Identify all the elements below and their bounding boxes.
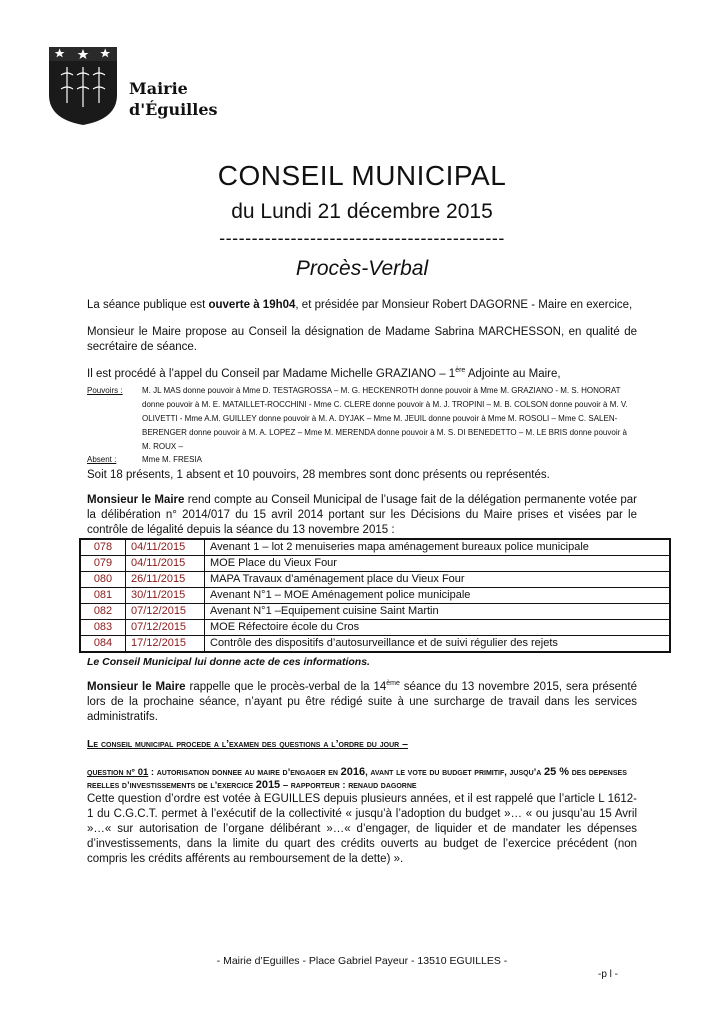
minutes-note: Monsieur le Maire rappelle que le procès-verbal de la 14ème séance du 13 novembre 2015, sera présenté lors de la prochaine séance, n’ayant pu être rédigé suite à une surcharge de travail dans les services administratifs. <box>87 680 638 723</box>
decision-number: 079 <box>80 556 126 572</box>
absent-label: Absent : <box>87 455 117 464</box>
decision-number: 081 <box>80 588 126 604</box>
table-row <box>80 636 670 653</box>
table-row <box>80 556 670 572</box>
table-row <box>80 572 670 588</box>
decision-date: 17/12/2015 <box>126 636 205 653</box>
absent-list <box>87 454 637 466</box>
decision-date: 30/11/2015 <box>126 588 205 604</box>
acknowledgement-note: Le Conseil Municipal lui donne acte de ces informations. <box>87 656 370 668</box>
decision-description: Avenant N°1 – MOE Aménagement police municipale <box>205 588 671 604</box>
decision-number: 078 <box>80 539 126 556</box>
decision-number: 083 <box>80 620 126 636</box>
town-logo <box>47 45 232 127</box>
decision-number: 080 <box>80 572 126 588</box>
decision-description: Avenant 1 – lot 2 menuiseries mapa aménagement bureaux police municipale <box>205 539 671 556</box>
page-number: -p l - <box>598 969 618 980</box>
table-row <box>80 539 670 556</box>
agenda-heading: Le conseil municipal procede a l’examen des questions a l’ordre du jour – <box>87 738 408 750</box>
proxies-list <box>87 384 637 454</box>
decision-description: Avenant N°1 –Equipement cuisine Saint Martin <box>205 604 671 620</box>
decision-number: 084 <box>80 636 126 653</box>
roll-call-paragraph: Il est procédé à l’appel du Conseil par Madame Michelle GRAZIANO – 1ère Adjointe au Maire, <box>87 367 561 380</box>
attendance-summary: Soit 18 présents, 1 absent et 10 pouvoirs, 28 membres sont donc présents ou représentés. <box>87 469 550 481</box>
town-name <box>129 78 218 120</box>
document-subtitle: Procès-Verbal <box>295 257 429 280</box>
decision-date: 04/11/2015 <box>126 556 205 572</box>
decision-date: 04/11/2015 <box>126 539 205 556</box>
question-1-body: Cette question d’ordre est votée à EGUILLES depuis plusieurs années, et il est rappelé que l’article L 1612-1 du C.G.C.T. permet à l’exécutif de la collectivité « jusqu’à l’adoption du budget »… « ou jusqu’au 15 Avril »…« sur autorisation de l’organe délibérant »…« d’engager, de liquider et de mandater les dépenses d’investissements, dans la limite du quart des crédits ouverts au budget de l’exercice précédent (non compris les crédits afférents au remboursement de la dette) ». <box>87 793 637 865</box>
decision-description: MOE Réfectoire école du Cros <box>205 620 671 636</box>
proxies-label: Pouvoirs : <box>87 386 123 395</box>
decision-date: 07/12/2015 <box>126 620 205 636</box>
session-date: du Lundi 21 décembre 2015 <box>231 200 493 223</box>
decision-number: 082 <box>80 604 126 620</box>
decision-description: Contrôle des dispositifs d’autosurveillance et de suivi régulier des rejets <box>205 636 671 653</box>
page-footer: - Mairie d’Eguilles - Place Gabriel Payeur - 13510 EGUILLES - <box>216 955 508 967</box>
logo-line-1: Mairie <box>129 79 188 98</box>
decision-description: MAPA Travaux d’aménagement place du Vieux Four <box>205 572 671 588</box>
delegation-paragraph: Monsieur le Maire rend compte au Conseil Municipal de l’usage fait de la délégation permanente votée par la délibération n° 2014/017 du 15 avril 2014 portant sur les Décisions du Maire prises et visées par le contrôle de légalité depuis la séance du 13 novembre 2015 : <box>87 494 638 536</box>
decision-description: MOE Place du Vieux Four <box>205 556 671 572</box>
coat-of-arms-icon <box>47 45 119 127</box>
page-title: CONSEIL MUNICIPAL <box>217 160 507 191</box>
absent-text: Mme M. FRESIA <box>142 455 203 464</box>
question-1-title: question n° 01 : autorisation donnee au maire d’engager en 2016, avant le vote du budget primitif, jusqu’a 25 % des depenses reelles d’investissements de l’exercice 2015 – rapporteur : renaud dagorne <box>87 766 627 791</box>
logo-line-2: d'Éguilles <box>129 100 218 119</box>
title-separator: -------------------------------------------- <box>219 228 505 248</box>
proxies-text: M. JL MAS donne pouvoir à Mme D. TESTAGROSSA – M. G. HECKENROTH donne pouvoir à Mme M. GRAZIANO - M. S. HONORAT donne pouvoir à M. E. MATAILLET-ROCCHINI - Mme C. CLERE donne pouvoir à M. J. TROPINI – M. B. COLSON donne pouvoir à M. V. OLIVETTI - Mme A.M. GUILLEY donne pouvoir à M. A. DYJAK – Mme M. JEUIL donne pouvoir à Mme M. ROSOLI – Mme C. SALEN-BERENGER donne pouvoir à M. A. LOPEZ – Mme M. MERENDA donne pouvoir à M. S. DI BENEDETTO – M. LE BRIS donne pouvoir à M. ROUX – <box>142 386 628 451</box>
table-row <box>80 604 670 620</box>
secretary-paragraph: Monsieur le Maire propose au Conseil la désignation de Madame Sabrina MARCHESSON, en qualité de secrétaire de séance. <box>87 326 637 353</box>
opening-paragraph: La séance publique est ouverte à 19h04, et présidée par Monsieur Robert DAGORNE - Maire en exercice, <box>87 299 633 311</box>
document-body <box>87 298 637 879</box>
decisions-table <box>79 538 671 653</box>
table-row <box>80 588 670 604</box>
table-row <box>80 620 670 636</box>
decision-date: 26/11/2015 <box>126 572 205 588</box>
decision-date: 07/12/2015 <box>126 604 205 620</box>
